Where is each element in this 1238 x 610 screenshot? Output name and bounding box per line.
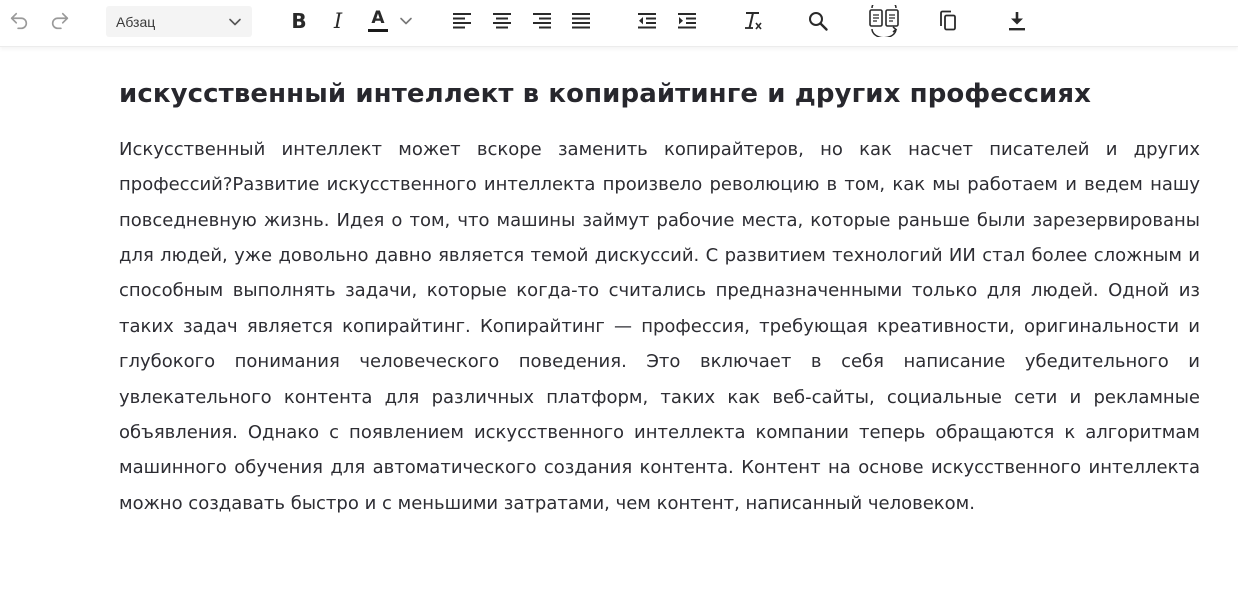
clear-formatting-icon	[742, 10, 764, 32]
paragraph-style-value: Абзац	[116, 13, 156, 30]
document-compare-icon	[867, 5, 901, 37]
align-right-icon	[532, 11, 552, 31]
font-color-icon: A	[371, 8, 385, 28]
document-body[interactable]	[119, 78, 1200, 521]
document-title[interactable]: искусственный интеллект в копирайтинге и других профессиях	[119, 79, 1092, 109]
chevron-down-icon	[228, 15, 242, 29]
align-left-button[interactable]	[447, 6, 477, 36]
compare-documents-button[interactable]	[866, 6, 902, 36]
align-justify-icon	[571, 11, 591, 31]
redo-button[interactable]	[45, 6, 75, 36]
bold-button[interactable]	[284, 6, 314, 36]
italic-button[interactable]	[323, 6, 353, 36]
indent-icon	[677, 11, 697, 31]
undo-icon	[8, 10, 30, 32]
search-icon	[807, 10, 829, 32]
indent-button[interactable]	[672, 6, 702, 36]
chevron-down-icon	[399, 14, 413, 28]
clear-formatting-button[interactable]	[738, 6, 768, 36]
font-color-button[interactable]	[364, 6, 392, 36]
download-button[interactable]	[1002, 6, 1032, 36]
editor-toolbar	[0, 0, 1238, 47]
align-justify-button[interactable]	[566, 6, 596, 36]
align-center-icon	[492, 11, 512, 31]
align-left-icon	[452, 11, 472, 31]
font-color-swatch	[368, 29, 388, 32]
align-center-button[interactable]	[487, 6, 517, 36]
outdent-button[interactable]	[632, 6, 662, 36]
download-icon	[1007, 10, 1027, 32]
italic-icon: I	[333, 8, 343, 33]
copy-icon	[938, 10, 958, 32]
paragraph-style-select[interactable]	[106, 6, 252, 37]
align-right-button[interactable]	[527, 6, 557, 36]
undo-button[interactable]	[4, 6, 34, 36]
search-button[interactable]	[803, 6, 833, 36]
outdent-icon	[637, 11, 657, 31]
copy-button[interactable]	[933, 6, 963, 36]
bold-icon: B	[291, 9, 307, 33]
font-color-dropdown[interactable]	[395, 6, 417, 36]
redo-icon	[49, 10, 71, 32]
document-paragraph[interactable]: Искусственный интеллект может вскоре заменить копирайтеров, но как насчет писателей и других профессий?Развитие искусственного интеллекта произвело революцию в том, как мы работаем и ведем нашу повседневную жизнь. Идея о том, что машины займут рабочие места, которые раньше были зарезервированы для людей, уже довольно давно является темой дискуссий. С развитием технологий ИИ стал более сложным и способным выполнять задачи, которые когда-то считались предназначенными только для людей. Одной из таких задач является копирайтинг. Копирайтинг — профессия, требующая креативности, оригинальности и глубокого понимания человеческого поведения. Это включает в себя написание убедительного и увлекательного контента для различных платформ, таких как веб-сайты, социальные сети и рекламные объявления. Однако с появлением искусственного интеллекта компании теперь обращаются к алгоритмам машинного обучения для автоматического создания контента. Контент на основе искусственного интеллекта можно создавать быстро и с меньшими затратами, чем контент, написанный человеком.	[119, 138, 1200, 514]
